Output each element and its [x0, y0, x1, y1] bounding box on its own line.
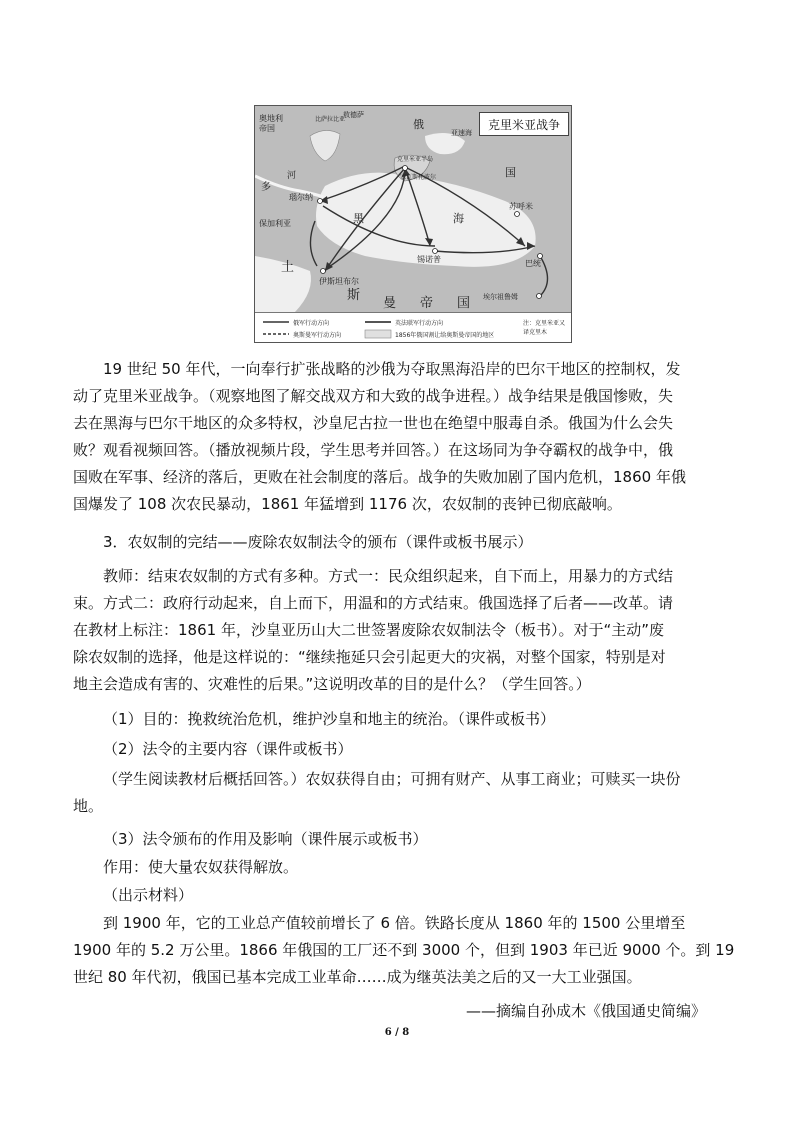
- map-label-batumi: 巴统: [525, 259, 541, 268]
- map-label-odessa: 敖德萨: [343, 111, 364, 119]
- map-label-di: 帝: [420, 296, 434, 311]
- map-label-bessarabia: 比萨拉比亚: [315, 116, 346, 123]
- legend-russia: 俄军行动方向: [293, 320, 330, 327]
- text-line: 国败在军事、经济的落后，更败在社会制度的落后。战争的失败加剧了国内危机，1860 年俄: [73, 468, 686, 486]
- text-line: 教师：结束农奴制的方式有多种。方式一：民众组织起来，自下而上，用暴力的方式结: [103, 567, 674, 585]
- map-label-sevastopol: 塞瓦斯托波尔: [400, 174, 437, 181]
- item-effect-heading: （3）法令颁布的作用及影响（课件展示或板书）: [103, 830, 428, 848]
- map-label-erzurum: 埃尔祖鲁姆: [483, 293, 518, 301]
- map-label-si: 斯: [347, 288, 361, 303]
- map-label-e: 俄: [413, 118, 424, 131]
- map-label-austria: 奥地利 帝国: [259, 114, 283, 133]
- map-label-hei: 黑: [353, 212, 364, 225]
- map-label-guo2: 国: [457, 296, 471, 311]
- map-label-man: 曼: [383, 296, 397, 311]
- paragraph-crimean-war: [73, 356, 721, 518]
- map-label-crimea: 克里米亚半岛: [397, 156, 434, 163]
- text-line: 败？观看视频回答。（播放视频片段，学生思考并回答。）在这场同为争夺霸权的战争中，俄: [73, 441, 674, 459]
- item-content-heading: （2）法令的主要内容（课件或板书）: [103, 740, 353, 758]
- quote-source: ——摘编自孙成木《俄国通史简编》: [466, 1002, 707, 1020]
- text-line: 地主会造成有害的、灾难性的后果。”这说明改革的目的是什么？（学生回答。）: [73, 675, 591, 693]
- text-line: （学生阅读教材后概括回答。）农奴获得自由；可拥有财产、从事工商业；可赎买一块份: [103, 770, 681, 788]
- legend-ceded: 1856年俄国割让给奥斯曼帝国的地区: [395, 332, 495, 339]
- map-label-azov: 亚速海: [451, 129, 472, 137]
- text-line: 世纪 80 年代初，俄国已基本完成工业革命……成为继英法美之后的又一大工业强国。: [73, 968, 642, 986]
- text-line: 除农奴制的选择，他是这样说的：“继续拖延只会引起更大的灾祸，对整个国家，特别是对: [73, 648, 666, 666]
- section-heading: 3．农奴制的完结——废除农奴制法令的颁布（课件或板书展示）: [103, 533, 533, 551]
- map-label-tu: 土: [281, 260, 295, 275]
- map-label-hai: 海: [453, 212, 464, 225]
- map-label-guo: 国: [505, 166, 516, 179]
- material-label: （出示材料）: [103, 886, 194, 904]
- text-line: 国爆发了 108 次农民暴动，1861 年猛增到 1176 次，农奴制的丧钟已彻底敲响。: [73, 495, 622, 513]
- map-label-he: 河: [287, 171, 297, 181]
- text-line: 到 1900 年，它的工业总产值较前增长了 6 倍。铁路长度从 1860 年的 1500 公里增至: [103, 914, 686, 932]
- text-line: 地。: [73, 797, 104, 815]
- paragraph-teacher: [73, 563, 721, 698]
- map-label-sukhumi: 苏呼米: [509, 202, 533, 211]
- text-line: 束。方式二：政府行动起来，自上而下，用温和的方式结束。俄国选择了后者——改革。请: [73, 594, 674, 612]
- map-label-nuoer: 瑙尔纳: [289, 193, 313, 202]
- text-line: 19 世纪 50 年代，一向奉行扩张战略的沙俄为夺取黑海沿岸的巴尔干地区的控制权，发: [103, 360, 681, 378]
- crimean-war-map: [254, 105, 572, 343]
- item-purpose: （1）目的：挽救统治危机，维护沙皇和地主的统治。（课件或板书）: [103, 710, 556, 728]
- text-line: 在教材上标注：1861 年，沙皇亚历山大二世签署废除农奴制法令（板书）。对于“主动”废: [73, 621, 664, 639]
- effect-text: 作用：使大量农奴获得解放。: [103, 858, 299, 876]
- text-line: 1900 年的 5.2 万公里。1866 年俄国的工厂还不到 3000 个，但到 1903 年已近 9000 个。到 19: [73, 941, 735, 959]
- legend-note: 注：克里米亚又 译克里木: [523, 320, 566, 336]
- map-legend: [255, 312, 571, 343]
- page-number: 6 / 8: [384, 1027, 410, 1038]
- map-title: 克里米亚战争: [479, 112, 569, 136]
- paragraph-content: [73, 766, 721, 820]
- legend-ottoman: 奥斯曼军行动方向: [293, 332, 342, 339]
- map-label-istanbul: 伊斯坦布尔: [319, 277, 359, 286]
- text-line: 动了克里米亚战争。（观察地图了解交战双方和大致的战争进程。）战争结果是俄国惨败，失: [73, 387, 674, 405]
- text-line: 去在黑海与巴尔干地区的众多特权，沙皇尼古拉一世也在绝望中服毒自杀。俄国为什么会失: [73, 414, 674, 432]
- map-label-duo: 多: [261, 182, 271, 193]
- map-label-sinop: 锡诺普: [417, 255, 441, 264]
- legend-anglofrench: 英法联军行动方向: [395, 320, 444, 327]
- map-label-bulgaria: 保加利亚: [259, 219, 291, 228]
- quoted-material: [73, 910, 735, 991]
